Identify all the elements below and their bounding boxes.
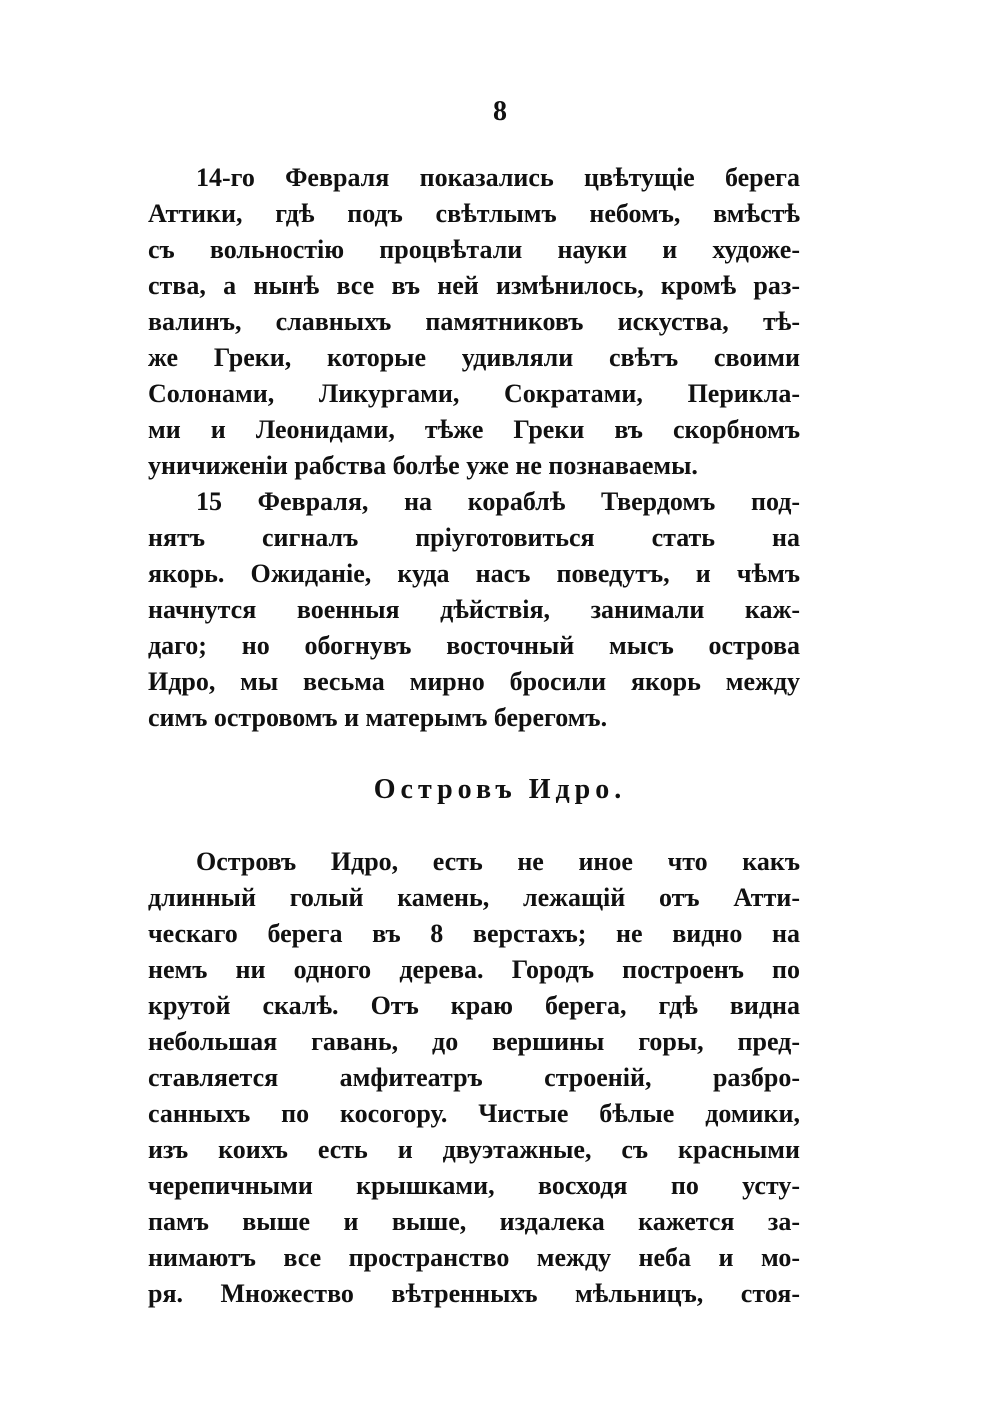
text-line: же Греки, которые удивляли свѣтъ своими <box>148 343 800 372</box>
text-line: 15 Февраля, на кораблѣ Твердомъ под- <box>196 487 800 516</box>
text-line: 14-го Февраля показались цвѣтущіе берега <box>196 163 800 192</box>
paragraph-3 <box>148 844 800 1312</box>
paragraph-2 <box>148 484 800 736</box>
text-line: Аттики, гдѣ подъ свѣтлымъ небомъ, вмѣстѣ <box>148 199 800 228</box>
text-line: немъ ни одного дерева. Городъ построенъ по <box>148 955 800 984</box>
text-line: уничиженіи рабства болѣе уже не познаваемы. <box>148 451 698 480</box>
section-heading: Островъ Идро. <box>373 774 627 805</box>
text-line: якорь. Ожиданіе, куда насъ поведутъ, и чѣмъ <box>148 559 800 588</box>
text-line: даго; но обогнувъ восточный мысъ острова <box>148 631 800 660</box>
text-line: ства, а нынѣ все въ ней измѣнилось, кромѣ раз- <box>148 271 800 300</box>
text-line: Идро, мы весьма мирно бросили якорь между <box>148 667 800 696</box>
text-line: начнутся военныя дѣйствія, занимали каж- <box>148 595 800 624</box>
text-line: симъ островомъ и матерымъ берегомъ. <box>148 703 608 732</box>
page-number: 8 <box>493 96 507 127</box>
text-line: санныхъ по косогору. Чистые бѣлые домики, <box>148 1099 800 1128</box>
text-line: ми и Леонидами, тѣже Греки въ скорбномъ <box>148 415 800 444</box>
text-line: нимаютъ все пространство между неба и мо- <box>148 1243 800 1272</box>
text-line: ставляется амфитеатръ строеній, разбро- <box>148 1063 800 1092</box>
text-line: черепичными крышками, восходя по усту- <box>148 1171 800 1200</box>
text-line: крутой скалѣ. Отъ краю берега, гдѣ видна <box>148 991 800 1020</box>
text-line: валинъ, славныхъ памятниковъ искуства, тѣ- <box>148 307 800 336</box>
text-line: Островъ Идро, есть не иное что какъ <box>196 847 800 876</box>
text-line: съ вольностію процвѣтали науки и художе- <box>148 235 800 264</box>
text-line: ческаго берега въ 8 верстахъ; не видно на <box>148 919 800 948</box>
text-line: длинный голый камень, лежащій отъ Атти- <box>148 883 800 912</box>
text-line: нятъ сигналъ пріуготовиться стать на <box>148 523 800 552</box>
text-line: Солонами, Ликургами, Сократами, Перикла- <box>148 379 800 408</box>
text-line: ря. Множество вѣтренныхъ мѣльницъ, стоя- <box>148 1279 800 1308</box>
paragraph-1 <box>148 160 800 484</box>
text-line: памъ выше и выше, издалека кажется за- <box>148 1207 800 1236</box>
text-line: изъ коихъ есть и двуэтажные, съ красными <box>148 1135 800 1164</box>
text-line: небольшая гавань, до вершины горы, пред- <box>148 1027 800 1056</box>
